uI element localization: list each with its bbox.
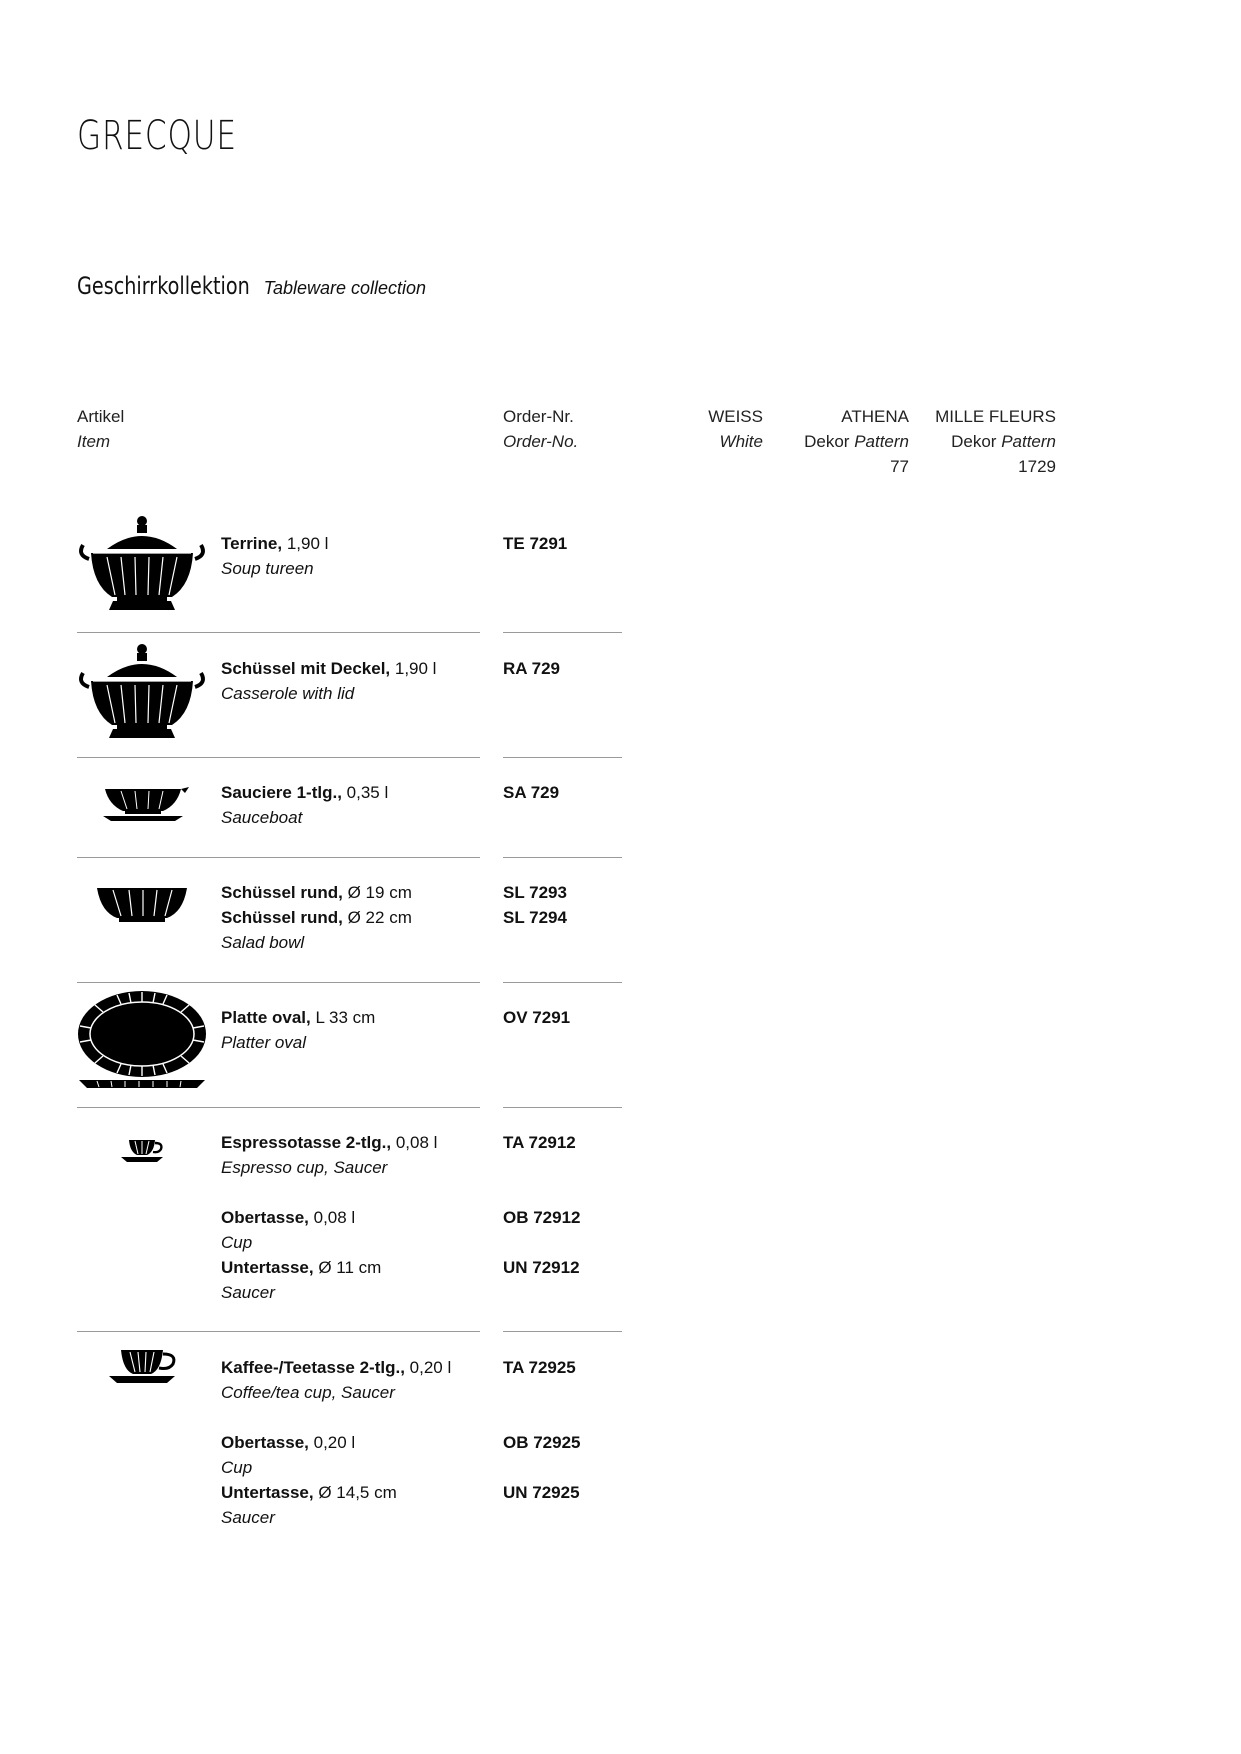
sub-item-en: Cup	[221, 1458, 253, 1477]
header-athena	[770, 404, 909, 479]
item-sauceboat	[221, 780, 388, 830]
item-name: Schüssel rund,	[221, 883, 343, 902]
item-name: Terrine,	[221, 534, 283, 553]
item-en: Sauceboat	[221, 808, 303, 827]
order-no: TA 72912	[503, 1133, 576, 1152]
order-no-2: SL 7294	[503, 908, 567, 927]
order-no-list	[503, 880, 567, 930]
header-mf-dekor: Dekor	[951, 432, 997, 451]
sub-item-size: Ø 14,5 cm	[318, 1483, 397, 1502]
espresso-cup-icon	[77, 1138, 207, 1168]
sub-item-name: Obertasse,	[221, 1208, 309, 1227]
sub-item-en: Saucer	[221, 1508, 275, 1527]
subtitle-de: Geschirrkollektion	[77, 272, 250, 300]
header-item	[77, 404, 124, 454]
item-en: Soup tureen	[221, 559, 314, 578]
casserole-icon	[77, 643, 207, 743]
header-mf-de: MILLE FLEURS	[935, 407, 1056, 426]
subtitle-en: Tableware collection	[263, 278, 427, 298]
order-no-list	[503, 1130, 581, 1280]
item-terrine	[221, 531, 328, 581]
item-salad-bowl	[221, 880, 412, 955]
item-size: 1,90 l	[286, 534, 329, 553]
header-athena-no: 77	[890, 457, 909, 476]
item-size: L 33 cm	[315, 1008, 376, 1027]
order-no: OV 7291	[503, 1008, 571, 1027]
header-athena-dekor: Dekor	[804, 432, 850, 451]
header-order	[503, 404, 578, 454]
order-no: UN 72925	[503, 1483, 580, 1502]
row-divider	[503, 857, 622, 858]
header-mille-fleurs	[920, 404, 1056, 479]
header-weiss-en: White	[719, 432, 763, 451]
item-espresso	[221, 1130, 437, 1305]
sauceboat-icon	[77, 785, 207, 825]
row-divider	[77, 1331, 480, 1332]
header-weiss-de: WEISS	[708, 407, 763, 426]
coffee-cup-icon	[77, 1348, 207, 1388]
sub-item-en: Cup	[221, 1233, 253, 1252]
salad-bowl-icon	[77, 886, 207, 926]
sub-item-name: Obertasse,	[221, 1433, 309, 1452]
item-en: Espresso cup, Saucer	[221, 1158, 388, 1177]
item-size: 1,90 l	[394, 659, 437, 678]
soup-tureen-icon	[77, 515, 207, 615]
item-size-2: Ø 22 cm	[347, 908, 412, 927]
item-name-2: Schüssel rund,	[221, 908, 343, 927]
header-item-de: Artikel	[77, 407, 125, 426]
order-no: TA 72925	[503, 1358, 576, 1377]
row-divider	[503, 1331, 622, 1332]
item-size: Ø 19 cm	[347, 883, 412, 902]
row-divider	[503, 982, 622, 983]
sub-item-size: Ø 11 cm	[318, 1258, 382, 1277]
sub-item-name: Untertasse,	[221, 1258, 314, 1277]
subtitle	[77, 272, 426, 301]
order-no: RA 729	[503, 659, 561, 678]
order-no: OB 72912	[503, 1208, 581, 1227]
item-en: Casserole with lid	[221, 684, 355, 703]
row-divider	[77, 1107, 480, 1108]
order-no: OB 72925	[503, 1433, 581, 1452]
header-athena-pattern: Pattern	[854, 432, 909, 451]
item-size: 0,08 l	[395, 1133, 438, 1152]
item-name: Platte oval,	[221, 1008, 311, 1027]
oval-platter-icon	[77, 990, 207, 1090]
item-coffee-cup	[221, 1355, 451, 1530]
row-divider	[77, 632, 480, 633]
order-no: SL 7293	[503, 883, 567, 902]
header-mf-pattern: Pattern	[1001, 432, 1056, 451]
row-divider	[503, 1107, 622, 1108]
item-name: Espressotasse 2-tlg.,	[221, 1133, 392, 1152]
order-no: UN 72912	[503, 1258, 580, 1277]
row-divider	[503, 632, 622, 633]
item-en: Coffee/tea cup, Saucer	[221, 1383, 395, 1402]
item-platter	[221, 1005, 375, 1055]
row-divider	[77, 982, 480, 983]
order-no: TE 7291	[503, 534, 568, 553]
item-size: 0,20 l	[409, 1358, 452, 1377]
page-title: GRECQUE	[77, 113, 237, 159]
sub-item-size: 0,20 l	[313, 1433, 356, 1452]
item-name: Schüssel mit Deckel,	[221, 659, 391, 678]
row-divider	[503, 757, 622, 758]
item-size: 0,35 l	[346, 783, 389, 802]
header-weiss	[640, 404, 763, 454]
header-order-de: Order-Nr.	[503, 407, 574, 426]
sub-item-en: Saucer	[221, 1283, 275, 1302]
item-en: Platter oval	[221, 1033, 307, 1052]
row-divider	[77, 757, 480, 758]
sub-item-name: Untertasse,	[221, 1483, 314, 1502]
order-no-list	[503, 1355, 581, 1505]
header-mf-no: 1729	[1018, 457, 1056, 476]
item-casserole	[221, 656, 436, 706]
header-item-en: Item	[77, 432, 111, 451]
order-no: SA 729	[503, 783, 560, 802]
item-name: Kaffee-/Teetasse 2-tlg.,	[221, 1358, 405, 1377]
header-athena-de: ATHENA	[841, 407, 909, 426]
header-order-en: Order-No.	[503, 432, 579, 451]
item-en: Salad bowl	[221, 933, 305, 952]
item-name: Sauciere 1-tlg.,	[221, 783, 342, 802]
row-divider	[77, 857, 480, 858]
sub-item-size: 0,08 l	[313, 1208, 356, 1227]
